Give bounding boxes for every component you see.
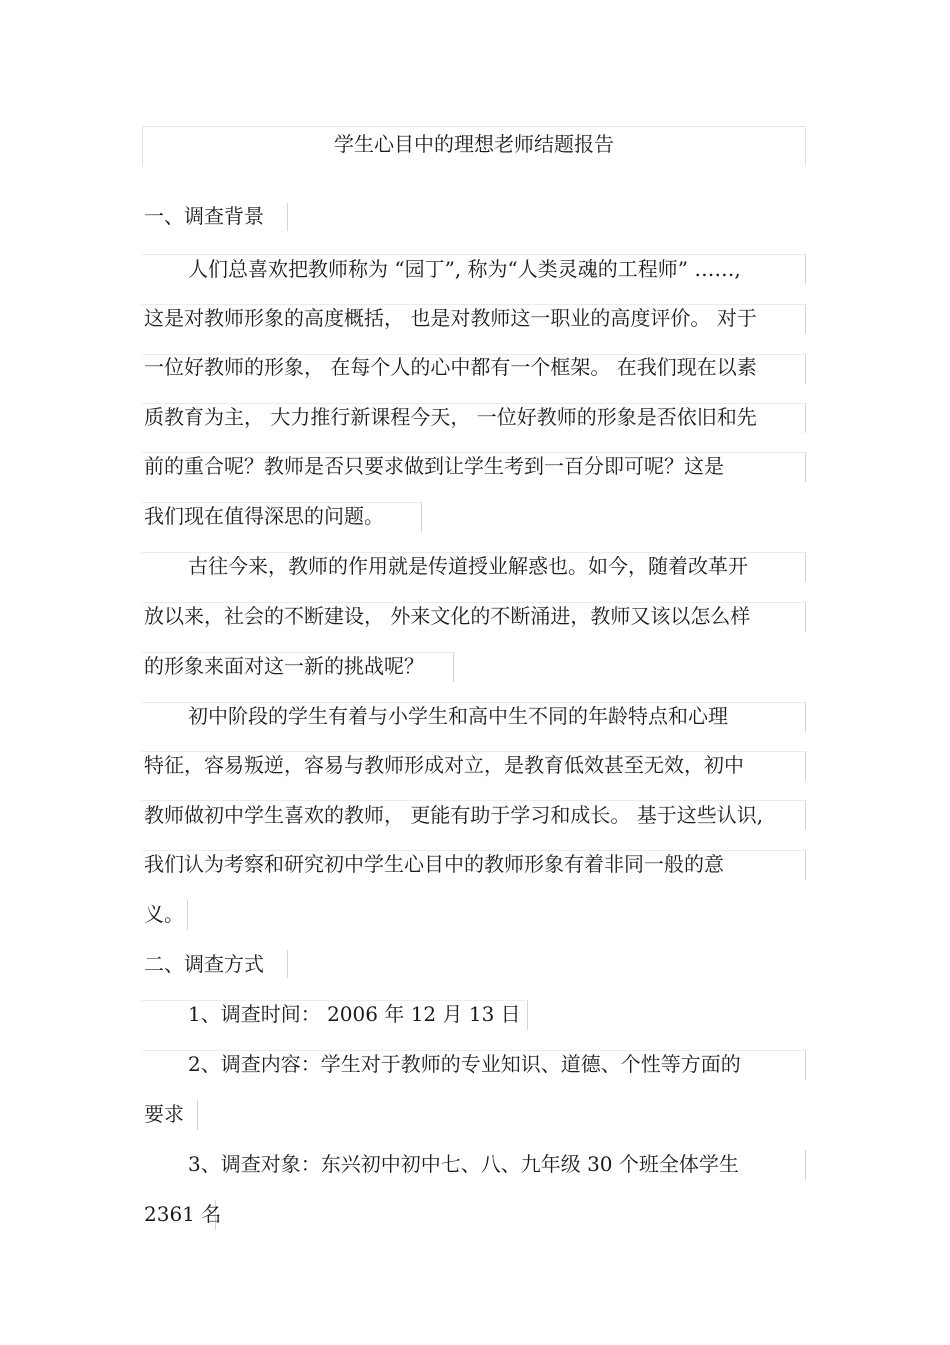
paragraph-line: 一位好教师的形象， 在每个人的心中都有一个框架。 在我们现在以素	[144, 355, 757, 379]
section-heading-background: 一、调查背景	[144, 204, 264, 228]
paragraph-line: 放以来，社会的不断建设， 外来文化的不断涌进，教师又该以怎么样	[144, 604, 751, 628]
paragraph-line: 人们总喜欢把教师称为 “园丁”, 称为“人类灵魂的工程师” ……,	[188, 257, 741, 281]
paragraph-line: 质教育为主， 大力推行新课程今天， 一位好教师的形象是否依旧和先	[144, 405, 757, 429]
paragraph-line: 教师做初中学生喜欢的教师， 更能有助于学习和成长。 基于这些认识,	[144, 803, 764, 827]
method-item-content: 2、调查内容：学生对于教师的专业知识、道德、个性等方面的	[188, 1052, 741, 1076]
paragraph-line: 特征，容易叛逆，容易与教师形成对立，是教育低效甚至无效，初中	[144, 753, 744, 777]
paragraph-line: 我们现在值得深思的问题。	[144, 504, 384, 528]
method-item-time: 1、调查时间： 2006 年 12 月 13 日	[188, 1002, 521, 1026]
method-item-subjects: 3、调查对象：东兴初中初中七、八、九年级 30 个班全体学生	[188, 1152, 739, 1176]
paragraph-line: 前的重合呢？教师是否只要求做到让学生考到一百分即可呢？这是	[144, 454, 724, 478]
paragraph-line: 义。	[144, 902, 184, 926]
method-item-content-cont: 要求	[144, 1102, 184, 1126]
paragraph-line: 的形象来面对这一新的挑战呢？	[144, 654, 424, 678]
paragraph-line: 古往今来，教师的作用就是传道授业解惑也。如今，随着改革开	[188, 554, 748, 578]
paragraph-line: 我们认为考察和研究初中学生心目中的教师形象有着非同一般的意	[144, 852, 724, 876]
method-item-subjects-cont: 2361 名	[144, 1202, 222, 1226]
page-title: 学生心目中的理想老师结题报告	[142, 126, 806, 166]
paragraph-line: 初中阶段的学生有着与小学生和高中生不同的年龄特点和心理	[188, 704, 728, 728]
paragraph-line: 这是对教师形象的高度概括， 也是对教师这一职业的高度评价。 对于	[144, 306, 757, 330]
section-heading-method: 二、调查方式	[144, 952, 264, 976]
